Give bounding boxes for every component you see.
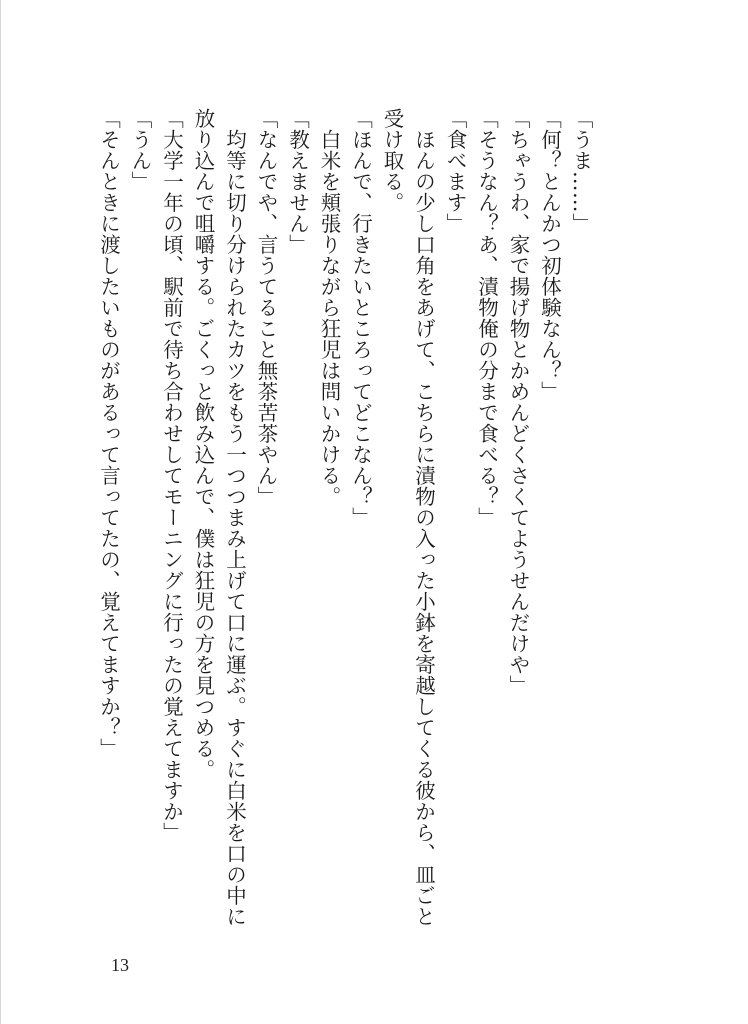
paragraph: ほんの少し口角をあげて、こちらに漬物の入った小鉢を寄越してくる彼から、皿ごと受け取る。	[380, 108, 436, 927]
paragraph: 「何？とんかつ初体験なん？」	[537, 108, 562, 402]
paragraph: 「ちゃうわ、家で揚げ物とかめんどくさくてようせんだけや」	[506, 108, 530, 696]
page-number: 13	[111, 955, 129, 975]
paragraph: 均等に切り分けられたカツをもう一つつまみ上げて口に運ぶ。すぐに白米を口の中に放り込んで咀嚼する。ごくっと飲み込んで、僕は狂児の方を見つめる。	[191, 108, 247, 927]
paragraph: 「うん」	[128, 108, 152, 192]
paragraph: 白米を頬張りながら狂児は問いかける。	[317, 108, 341, 507]
paragraph: 「食べます」	[443, 108, 467, 234]
paragraph: 「教えません」	[285, 108, 310, 255]
paragraph: 「ほんで、行きたいところってどこなん？」	[348, 108, 373, 528]
paragraph: 「大学一年の頃、駅前で待ち合わせしてモーニングに行ったの覚えてますか」	[159, 108, 184, 843]
paragraph: 「なんでや、言うてること無茶苦茶やん」	[254, 108, 278, 507]
paragraph: 「そうなん？あ、漬物俺の分まで食べる？」	[474, 108, 499, 528]
paragraph: 「そんときに渡したいものがあるって言ってたの、覚えてますか？」	[96, 108, 121, 759]
vertical-text-body	[96, 108, 596, 938]
paragraph: 「うま……」	[569, 108, 593, 234]
